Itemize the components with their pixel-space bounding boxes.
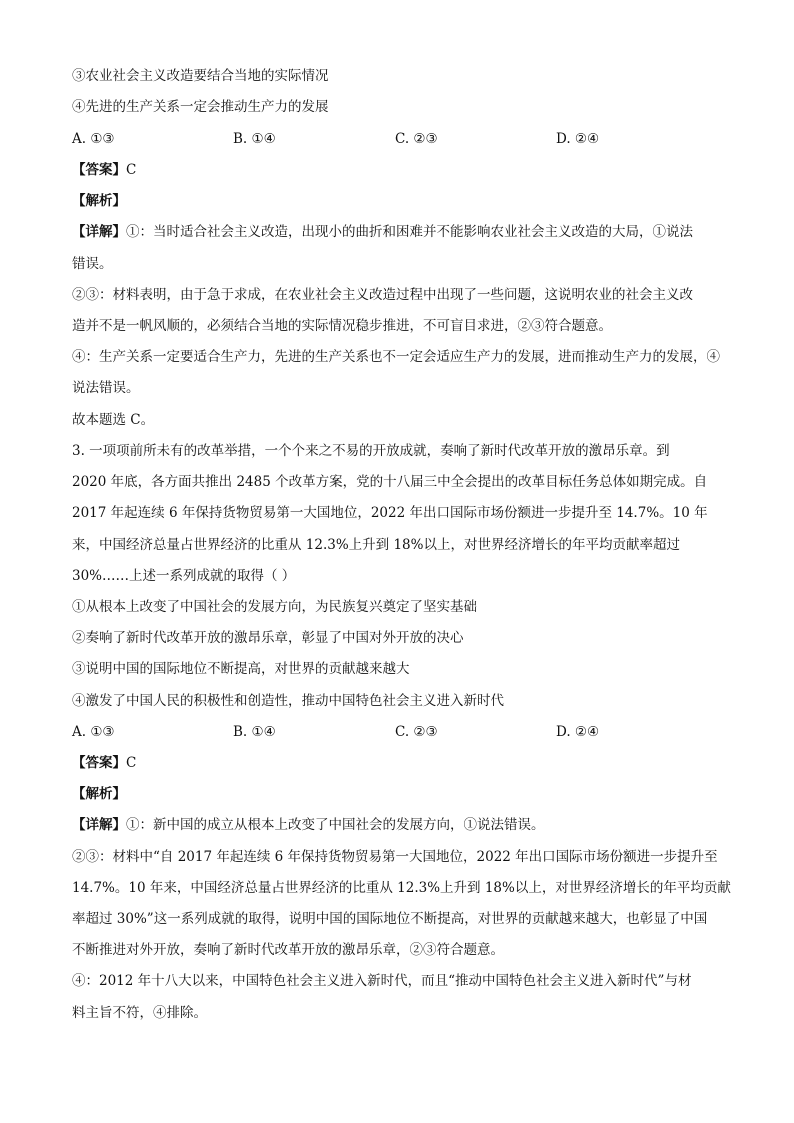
- option-d: D. ②④: [556, 724, 600, 740]
- detail-text: ②③：材料表明，由于急于求成，在农业社会主义改造过程中出现了一些问题，这说明农业的社会主义改: [72, 287, 693, 303]
- option-b: B. ①④: [233, 724, 276, 740]
- question-stem: 30%……上述一系列成就的取得（ ）: [72, 568, 296, 584]
- detail-line: [72, 222, 693, 242]
- option-a: A. ①③: [72, 131, 115, 147]
- question-stem: 3. 一项项前所未有的改革举措，一个个来之不易的开放成就，奏响了新时代改革开放的激昂乐章。到: [72, 443, 670, 459]
- detail-label: 【详解】: [72, 817, 126, 833]
- detail-text: 错误。: [72, 256, 113, 272]
- option-b: B. ①④: [233, 131, 276, 147]
- analysis-label: 【解析】: [72, 786, 126, 802]
- detail-text: ④：2012 年十八大以来，中国特色社会主义进入新时代，而且“推动中国特色社会主义进入新时代”与材: [72, 973, 692, 989]
- detail-label: 【详解】: [72, 224, 126, 240]
- option-d: D. ②④: [556, 131, 600, 147]
- detail-text: 造并不是一帆风顺的，必须结合当地的实际情况稳步推进，不可盲目求进，②③符合题意。: [72, 318, 612, 334]
- statement-3: ③农业社会主义改造要结合当地的实际情况: [72, 68, 329, 84]
- statement-2: ②奏响了新时代改革开放的激昂乐章，彰显了中国对外开放的决心: [72, 630, 464, 646]
- detail-text: ①：当时适合社会主义改造，出现小的曲折和困难并不能影响农业社会主义改造的大局，①说法: [126, 224, 693, 240]
- conclusion: 故本题选 C。: [72, 412, 155, 428]
- answer-line: [72, 160, 136, 180]
- answer-label: 【答案】: [72, 162, 126, 178]
- question-stem: 2017 年起连续 6 年保持货物贸易第一大国地位，2022 年出口国际市场份额进一步提升至 14.7%。10 年: [72, 505, 708, 521]
- option-c: C. ②③: [395, 131, 438, 147]
- question-stem: 来，中国经济总量占世界经济的比重从 12.3%上升到 18%以上，对世界经济增长的年平均贡献率超过: [72, 537, 680, 553]
- option-a: A. ①③: [72, 724, 115, 740]
- question-stem: 2020 年底，各方面共推出 2485 个改革方案，党的十八届三中全会提出的改革目标任务总体如期完成。自: [72, 474, 708, 490]
- detail-text: 14.7%。10 年来，中国经济总量占世界经济的比重从 12.3%上升到 18%以上，对世界经济增长的年平均贡献: [72, 880, 731, 896]
- analysis-label: 【解析】: [72, 193, 126, 209]
- detail-text: 料主旨不符，④排除。: [72, 1005, 207, 1021]
- answer-value: C: [126, 755, 137, 771]
- detail-text: ②③：材料中“自 2017 年起连续 6 年保持货物贸易第一大国地位，2022 年出口国际市场份额进一步提升至: [72, 849, 718, 865]
- detail-text: 说法错误。: [72, 380, 140, 396]
- statement-3: ③说明中国的国际地位不断提高，对世界的贡献越来越大: [72, 661, 410, 677]
- detail-text: ①：新中国的成立从根本上改变了中国社会的发展方向，①说法错误。: [126, 817, 545, 833]
- statement-1: ①从根本上改变了中国社会的发展方向，为民族复兴奠定了坚实基础: [72, 599, 477, 615]
- answer-value: C: [126, 162, 137, 178]
- detail-text: ④：生产关系一定要适合生产力，先进的生产关系也不一定会适应生产力的发展，进而推动生产力的发展，④: [72, 349, 720, 365]
- detail-text: 不断推进对外开放，奏响了新时代改革开放的激昂乐章，②③符合题意。: [72, 942, 504, 958]
- statement-4: ④先进的生产关系一定会推动生产力的发展: [72, 99, 329, 115]
- option-c: C. ②③: [395, 724, 438, 740]
- detail-text: 率超过 30%”这一系列成就的取得，说明中国的国际地位不断提高，对世界的贡献越来越大，也彰显了中国: [72, 911, 708, 927]
- answer-label: 【答案】: [72, 755, 126, 771]
- answer-line: [72, 753, 136, 773]
- detail-line: [72, 815, 545, 835]
- statement-4: ④激发了中国人民的积极性和创造性，推动中国特色社会主义进入新时代: [72, 693, 504, 709]
